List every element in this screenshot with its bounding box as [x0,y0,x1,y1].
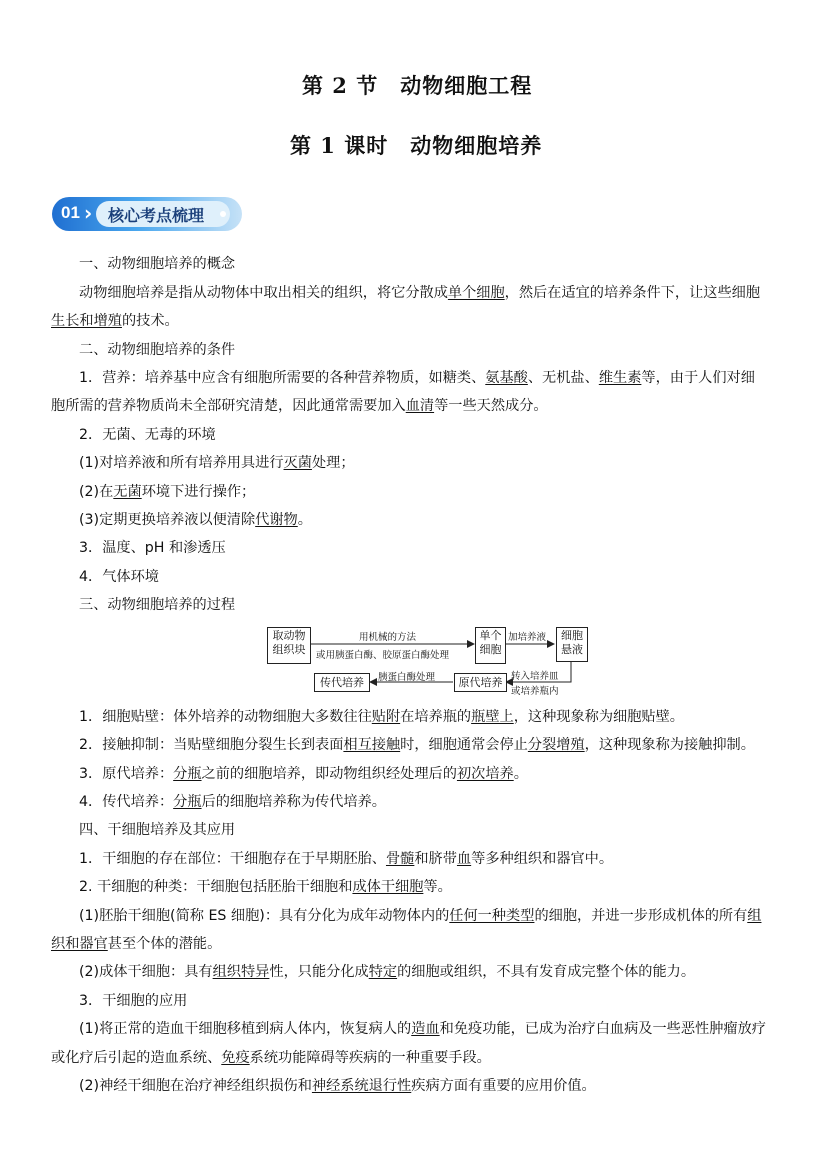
badge-label: 核心考点梳理 [108,206,205,225]
application-hematopoietic-line2: 或化疗后引起的造血系统、免疫系统功能障碍等疾病的一种重要手段。 [51,1050,491,1066]
condition-temperature: 3．温度、pH 和渗透压 [79,540,226,556]
box-cell-suspension: 细胞 悬液 [556,627,588,662]
core-points-badge [52,197,242,231]
stem-cell-types: 2. 干细胞的种类：干细胞包括胚胎干细胞和成体干细胞等。 [79,879,452,895]
heading-conditions: 二、动物细胞培养的条件 [79,342,236,358]
heading-stem-cells: 四、干细胞培养及其应用 [79,822,236,838]
lesson-title: 第 1 课时 动物细胞培养 [290,133,543,158]
label-mechanical-method: 用机械的方法 [359,632,417,643]
label-trypsin-treatment: 胰蛋白酶处理 [378,672,436,683]
box-subculture: 传代培养 [314,673,370,692]
condition-sterile-1: (1)对培养液和所有培养用具进行灭菌处理； [79,455,355,471]
label-transfer-dish: 转入培养皿 [511,671,559,682]
heading-process: 三、动物细胞培养的过程 [79,597,236,613]
condition-sterile-2: (2)在无菌环境下进行操作； [79,484,256,500]
process-subculture: 4．传代培养：分瓶后的细胞培养称为传代培养。 [79,794,386,810]
condition-sterile: 2．无菌、无毒的环境 [79,427,216,443]
process-contact-inhibition: 2．接触抑制：当贴壁细胞分裂生长到表面相互接触时，细胞通常会停止分裂增殖，这种现象称为接触抑制。 [79,737,755,753]
badge-number: 01 [61,203,80,222]
label-add-medium: 加培养液 [508,632,547,643]
process-primary-culture: 3．原代培养：分瓶之前的细胞培养，即动物组织经处理后的初次培养。 [79,766,528,782]
chevron-right-icon: › [84,201,93,225]
es-cell-line1: (1)胚胎干细胞(简称 ES 细胞)：具有分化为成年动物体内的任何一种类型的细胞，并进一步形成机体的所有组 [79,908,762,924]
paragraph-concept-line2: 生长和增殖的技术。 [51,313,179,329]
condition-gas: 4．气体环境 [79,569,159,585]
application-neural: (2)神经干细胞在治疗神经组织损伤和神经系统退行性疾病方面有重要的应用价值。 [79,1078,596,1094]
box-single-cells: 单个 细胞 [475,627,506,664]
label-enzyme-treatment: 或用胰蛋白酶、胶原蛋白酶处理 [316,650,450,661]
adult-stem-cell: (2)成体干细胞：具有组织特异性，只能分化成特定的细胞或组织，不具有发育成完整个体的能力。 [79,964,696,980]
condition-nutrition-line1: 1．营养：培养基中应含有细胞所需要的各种营养物质，如糖类、氨基酸、无机盐、维生素等，由于人们对细 [79,370,755,386]
box-tissue-block: 取动物 组织块 [267,627,311,664]
paragraph-concept-line1: 动物细胞培养是指从动物体中取出相关的组织，将它分散成单个细胞，然后在适宜的培养条件下，让这些细胞 [79,285,761,301]
application-hematopoietic-line1: (1)将正常的造血干细胞移植到病人体内，恢复病人的造血和免疫功能，已成为治疗白血病及一些恶性肿瘤放疗 [79,1021,766,1037]
section-title: 第 2 节 动物细胞工程 [302,73,533,98]
dot-icon [220,211,226,217]
es-cell-line2: 织和器官甚至个体的潜能。 [51,936,222,952]
condition-nutrition-line2: 胞所需的营养物质尚未全部研究清楚，因此通常需要加入血清等一些天然成分。 [51,398,548,414]
heading-concept: 一、动物细胞培养的概念 [79,256,236,272]
stem-cell-location: 1．干细胞的存在部位：干细胞存在于早期胚胎、骨髓和脐带血等多种组织和器官中。 [79,851,614,867]
stem-cell-applications: 3．干细胞的应用 [79,993,188,1009]
arrow-suspension-to-primary [506,660,571,682]
label-or-flask: 或培养瓶内 [511,686,559,697]
box-primary-culture: 原代培养 [454,673,507,692]
condition-sterile-3: (3)定期更换培养液以便清除代谢物。 [79,512,312,528]
process-adherence: 1．细胞贴壁：体外培养的动物细胞大多数往往贴附在培养瓶的瓶壁上，这种现象称为细胞贴壁。 [79,709,684,725]
